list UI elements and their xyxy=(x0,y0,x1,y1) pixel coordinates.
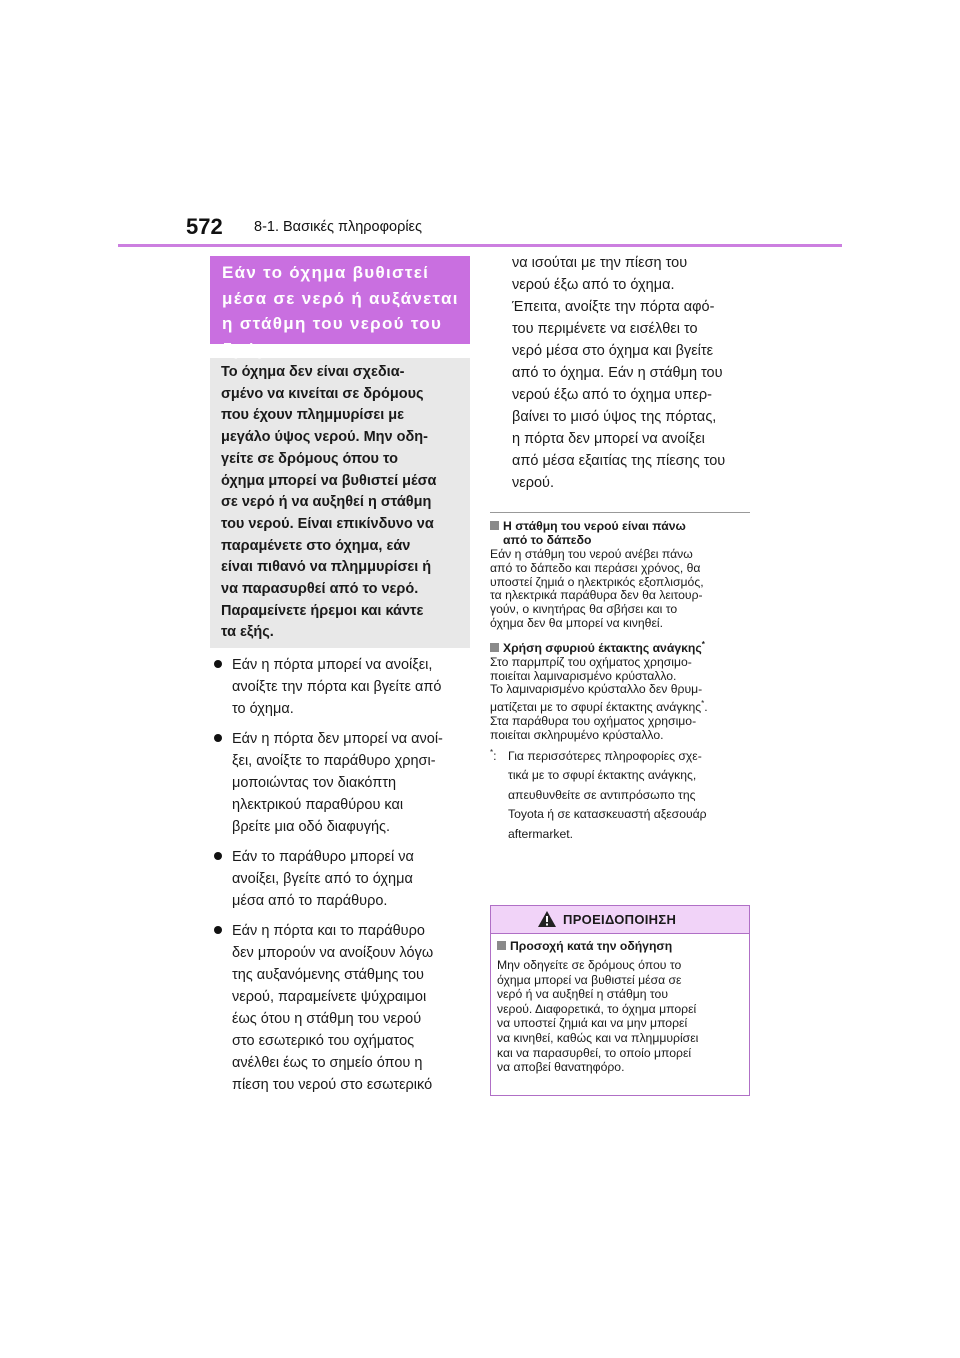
list-item-line: έως ότου η στάθμη του νερού xyxy=(232,1011,422,1027)
continued-line: βαίνει το μισό ύψος της πόρτας, xyxy=(512,409,717,425)
instruction-list xyxy=(210,654,470,1096)
note-body-emergency-hammer xyxy=(490,656,750,743)
list-item xyxy=(210,846,470,912)
intro-line: μεγάλο ύψος νερού. Μην οδη- xyxy=(221,429,428,446)
intro-line: τα εξής. xyxy=(221,624,274,641)
list-item-line: ξει, ανοίξτε το παράθυρο χρησι- xyxy=(232,753,436,769)
continued-line: νερού έξω από το όχημα. xyxy=(512,277,675,293)
continued-line: Έπειτα, ανοίξτε την πόρτα αφό- xyxy=(512,299,715,315)
note-line-end: . xyxy=(704,700,708,715)
note-line xyxy=(490,701,750,715)
continued-line: από μέσα εξαιτίας της πίεσης του xyxy=(512,453,726,469)
footnote-marker xyxy=(490,747,497,767)
intro-line: γείτε σε δρόμους όπου το xyxy=(221,450,398,467)
warning-triangle-icon xyxy=(537,910,557,928)
section-header: 8-1. Βασικές πληροφορίες xyxy=(254,219,422,235)
intro-line: όχημα μπορεί να βυθιστεί μέσα xyxy=(221,472,437,489)
note-line: ποιείται σκληρυμένο κρύσταλλο. xyxy=(490,727,664,742)
list-item-line: μοποιώντας τον διακόπτη xyxy=(232,775,397,791)
square-marker-icon xyxy=(497,941,506,950)
warning-line: και να παρασυρθεί, το οποίο μπορεί xyxy=(497,1045,692,1060)
warning-line: να αποβεί θανατηφόρο. xyxy=(497,1060,625,1075)
square-marker-icon xyxy=(490,521,499,530)
intro-line: σε νερό ή να αυξηθεί η στάθμη xyxy=(221,494,432,511)
warning-box xyxy=(490,905,750,1096)
warning-line: Μην οδηγείτε σε δρόμους όπου το xyxy=(497,958,682,972)
note-line: όχημα δεν θα μπορεί να κινηθεί. xyxy=(490,615,663,630)
intro-box xyxy=(210,358,470,648)
list-item-line: ανοίξτε την πόρτα και βγείτε από xyxy=(232,679,442,695)
note-line: Το λαμιναρισμένο κρύσταλλο δεν θρυμ- xyxy=(490,682,703,697)
intro-line: να παρασυρθεί από το νερό. xyxy=(221,581,419,598)
intro-line: παραμένετε στο όχημα, εάν xyxy=(221,537,411,554)
left-column xyxy=(210,256,470,1104)
section-divider xyxy=(490,512,750,513)
warning-line: νερού. Διαφορετικά, το όχημα μπορεί xyxy=(497,1001,697,1016)
warning-subtitle xyxy=(497,939,743,953)
note-line: Στα παράθυρα του οχήματος χρησιμο- xyxy=(490,713,697,728)
asterisk-marker: * xyxy=(701,699,705,709)
footnote-line: Toyota ή σε κατασκευαστή αξεσουάρ xyxy=(508,807,707,822)
footnote xyxy=(490,747,750,845)
right-column xyxy=(490,252,750,844)
list-item-line: το όχημα. xyxy=(232,701,294,717)
warning-content xyxy=(491,934,749,1075)
note-heading-water-level xyxy=(490,519,750,547)
warning-line: νερό ή να αυξηθεί η στάθμη του xyxy=(497,987,668,1002)
list-item-line: νερού, παραμείνετε ψύχραιμοι xyxy=(232,989,427,1005)
list-item-line: μέσα από το παράθυρο. xyxy=(232,893,388,909)
warning-header xyxy=(491,906,749,934)
square-marker-icon xyxy=(490,643,499,652)
footnote-line: Για περισσότερες πληροφορίες σχε- xyxy=(508,748,702,763)
intro-line: Το όχημα δεν είναι σχεδια- xyxy=(221,364,405,380)
note-line: από το δάπεδο και περάσει χρόνος, θα xyxy=(490,560,701,575)
continued-line: από το όχημα. Εάν η στάθμη του xyxy=(512,365,723,381)
continued-line: να ισούται με την πίεση του xyxy=(512,255,688,271)
list-item xyxy=(210,654,470,720)
warning-line: να υποστεί ζημιά και να μην μπορεί xyxy=(497,1016,688,1031)
continued-line: νερό μέσα στο όχημα και βγείτε xyxy=(512,343,714,359)
list-item-line: πίεση του νερού στο εσωτερικό xyxy=(232,1077,433,1093)
list-item-line: δεν μπορούν να ανοίξουν λόγω xyxy=(232,945,434,961)
section-title-line: η στάθμη του νερού του xyxy=(222,314,443,333)
intro-line: σμένο να κινείται σε δρόμους xyxy=(221,385,424,402)
section-title-line: Εάν το όχημα βυθιστεί xyxy=(222,263,430,282)
note-line: ποιείται λαμιναρισμένο κρύσταλλο. xyxy=(490,668,677,683)
asterisk-marker: * xyxy=(490,747,494,757)
section-title-box xyxy=(210,256,470,359)
note-line: γούν, ο κινητήρας θα σβήσει και το xyxy=(490,602,678,617)
list-item-line: ηλεκτρικού παραθύρου και xyxy=(232,797,404,813)
list-item-line: Εάν το παράθυρο μπορεί να xyxy=(232,849,414,865)
continued-line: η πόρτα δεν μπορεί να ανοίξει xyxy=(512,431,705,447)
note-body-water-level xyxy=(490,548,750,631)
note-line: υποστεί ζημιά ο ηλεκτρικός εξοπλισμός, xyxy=(490,574,704,589)
asterisk-marker: * xyxy=(701,639,705,649)
list-item-line: στο εσωτερικό του οχήματος xyxy=(232,1033,415,1049)
note-line-text: ματίζεται με το σφυρί έκτακτης ανάγκης xyxy=(490,700,702,715)
list-item-line: της αυξανόμενης στάθμης του xyxy=(232,967,424,983)
list-item xyxy=(210,728,470,838)
note-line: τα ηλεκτρικά παράθυρα δεν θα λειτουρ- xyxy=(490,588,703,603)
intro-line: του νερού. Είναι επικίνδυνο να xyxy=(221,515,434,532)
list-item-line: βρείτε μια οδό διαφυγής. xyxy=(232,819,391,835)
continued-line: νερού έξω από το όχημα υπερ- xyxy=(512,387,712,403)
footnote-colon: : xyxy=(493,748,497,763)
list-item-line: Εάν η πόρτα μπορεί να ανοίξει, xyxy=(232,657,433,673)
header-divider xyxy=(118,244,842,247)
footnote-line: aftermarket. xyxy=(508,826,574,841)
page-number: 572 xyxy=(186,214,223,239)
intro-line: είναι πιθανό να πλημμυρίσει ή xyxy=(221,559,432,576)
list-item-line: ανέλθει έως το σημείο όπου η xyxy=(232,1055,423,1071)
footnote-line: τικά με το σφυρί έκτακτης ανάγκης, xyxy=(508,768,697,783)
list-item-line: Εάν η πόρτα δεν μπορεί να ανοί- xyxy=(232,731,443,747)
warning-line: όχημα μπορεί να βυθιστεί μέσα σε xyxy=(497,972,682,987)
note-heading-text: Χρήση σφυριού έκτακτης ανάγκης xyxy=(503,640,702,655)
intro-line: Παραμείνετε ήρεμοι και κάντε xyxy=(221,602,424,619)
warning-body xyxy=(497,958,743,1075)
continued-line: νερού. xyxy=(512,475,554,491)
note-line: Στο παρμπρίζ του οχήματος χρησιμο- xyxy=(490,654,692,669)
warning-title: ΠΡΟΕΙΔΟΠΟΙΗΣΗ xyxy=(563,912,677,927)
note-heading-line: Η στάθμη του νερού είναι πάνω xyxy=(503,519,686,533)
list-item-line: Εάν η πόρτα και το παράθυρο xyxy=(232,923,425,939)
section-title-line: δρόμου xyxy=(222,339,292,359)
note-line: Εάν η στάθμη του νερού ανέβει πάνω xyxy=(490,547,693,561)
section-title-line: μέσα σε νερό ή αυξάνεται xyxy=(222,288,459,308)
intro-line: που έχουν πλημμυρίσει με xyxy=(221,407,405,424)
note-heading-line: από το δάπεδο xyxy=(503,533,592,547)
footnote-line: απευθυνθείτε σε αντιπρόσωπο της xyxy=(508,787,696,802)
continued-line: του περιμένετε να εισέλθει το xyxy=(512,321,698,337)
warning-line: να κινηθεί, καθώς και να πλημμυρίσει xyxy=(497,1030,699,1045)
note-heading-emergency-hammer xyxy=(490,641,750,655)
list-item-line: ανοίξει, βγείτε από το όχημα xyxy=(232,871,413,887)
warning-subtitle-text: Προσοχή κατά την οδήγηση xyxy=(510,939,673,953)
continued-text xyxy=(490,252,750,494)
list-item xyxy=(210,920,470,1096)
